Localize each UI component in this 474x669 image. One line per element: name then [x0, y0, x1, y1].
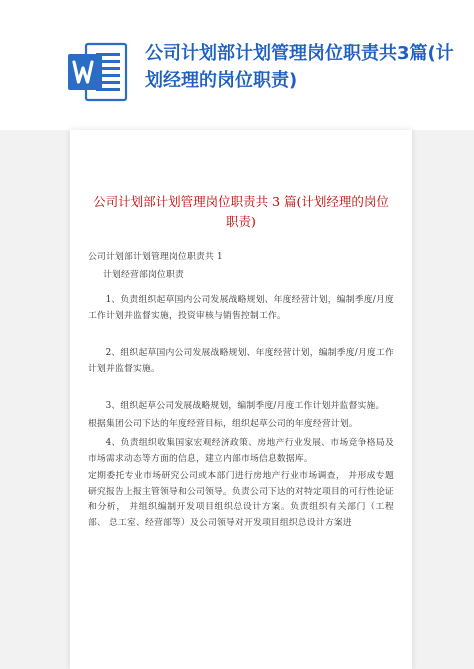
- header-banner: [0, 0, 474, 130]
- header-title: 公司计划部计划管理岗位职责共3篇(计划经理的岗位职责): [145, 43, 454, 91]
- document-section: [88, 250, 394, 531]
- paragraph-3: 3、组织起草公司发展战略规划，编制季度/月度工作计划并监督实施。: [105, 401, 385, 411]
- word-document-icon: [66, 40, 130, 104]
- paragraph-6: 定期委托专业市场研究公司或本部门进行房地产行业市场调查， 并形成专题研究报告上报主管领导和公司领导。负责公司下达的对特定项目的可行性论证和分析， 并组织编制开发项目组织总设计方案。负责组织有关部门（工程部、 总工室、经营部等）及公司领导对开发项目组织总设计方案进: [88, 471, 394, 528]
- paragraph-4: 根据集团公司下达的年度经营目标，组织起草公司的年度经营计划。: [88, 418, 358, 429]
- paragraph-2: 2、组织起草国内公司发展战略规划、年度经营计划，编制季度/月度工作计划并监督实施。: [88, 348, 394, 374]
- document-content: [88, 130, 394, 531]
- paragraph-5: 4、负责组织收集国家宏观经济政策、房地产行业发展、市场竞争格局及市场需求动态等方面的信息，建立内部市场信息数据库。: [88, 438, 394, 464]
- section-subheading: 计划经营部岗位职责: [103, 269, 184, 280]
- paragraph-1: 1、负责组织起草国内公司发展战略规划、年度经营计划，编制季度/月度工作计划并监督实施，投资审核与销售控制工作。: [88, 295, 394, 321]
- document-page: [70, 130, 412, 669]
- document-title: 公司计划部计划管理岗位职责共 3 篇(计划经理的岗位职责): [93, 194, 389, 229]
- section-heading: 公司计划部计划管理岗位职责共 1: [88, 252, 223, 262]
